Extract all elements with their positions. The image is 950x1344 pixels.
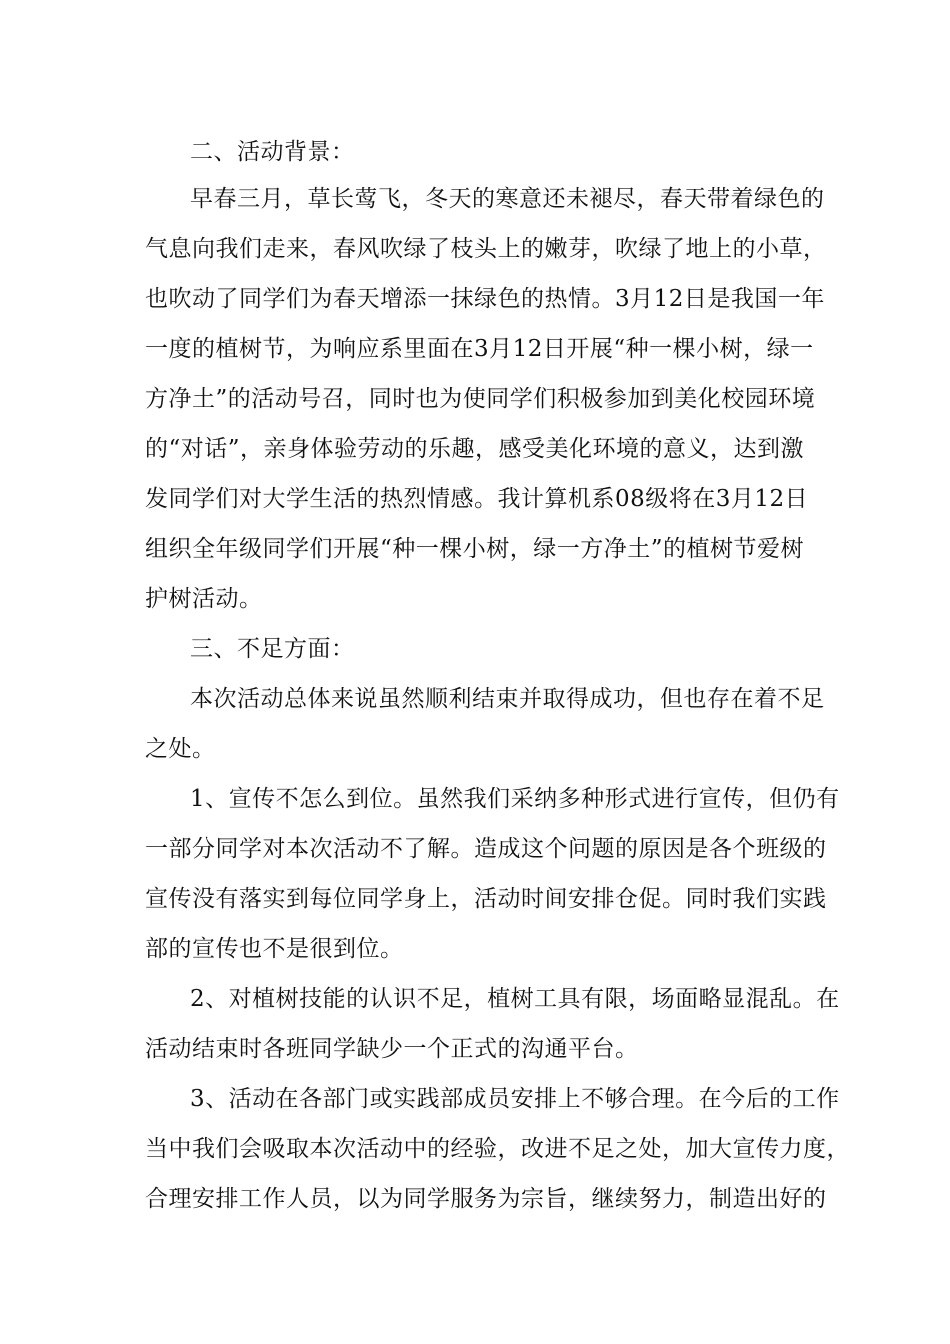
paragraph-line: 护树活动。 [145,586,263,612]
list-item-line: 部的宣传也不是很到位。 [145,936,404,962]
paragraph-line: 的“对话”，亲身体验劳动的乐趣，感受美化环境的意义，达到激 [145,436,805,462]
section-heading-shortcomings: 三、不足方面： [190,636,355,662]
paragraph-line: 组织全年级同学们开展“种一棵小树，绿一方净土”的植树节爱树 [145,536,805,562]
section-heading-background: 二、活动背景： [190,139,355,165]
list-item-line: 活动结束时各班同学缺少一个正式的沟通平台。 [145,1036,639,1062]
paragraph-line: 之处。 [145,736,216,762]
paragraph-line: 发同学们对大学生活的热烈情感。我计算机系08级将在3月12日 [145,486,809,512]
list-item-line: 3、活动在各部门或实践部成员安排上不够合理。在今后的工作 [190,1086,840,1112]
paragraph-line: 本次活动总体来说虽然顺利结束并取得成功，但也存在着不足 [190,686,825,712]
list-item-line: 2、对植树技能的认识不足，植树工具有限，场面略显混乱。在 [190,986,840,1012]
paragraph-line: 早春三月，草长莺飞，冬天的寒意还未褪尽，春天带着绿色的 [190,186,825,212]
paragraph-line: 气息向我们走来，春风吹绿了枝头上的嫩芽，吹绿了地上的小草， [145,236,827,262]
list-item-line: 宣传没有落实到每位同学身上，活动时间安排仓促。同时我们实践 [145,886,827,912]
list-item-line: 1、宣传不怎么到位。虽然我们采纳多种形式进行宣传，但仍有 [190,786,840,812]
list-item-line: 当中我们会吸取本次活动中的经验，改进不足之处，加大宣传力度， [145,1136,850,1162]
paragraph-line: 一度的植树节，为响应系里面在3月12日开展“种一棵小树，绿一 [145,336,814,362]
list-item-line: 合理安排工作人员，以为同学服务为宗旨，继续努力，制造出好的 [145,1186,827,1212]
list-item-line: 一部分同学对本次活动不了解。造成这个问题的原因是各个班级的 [145,836,827,862]
paragraph-line: 也吹动了同学们为春天增添一抹绿色的热情。3月12日是我国一年 [145,286,825,312]
paragraph-line: 方净土”的活动号召，同时也为使同学们积极参加到美化校园环境 [145,386,816,412]
